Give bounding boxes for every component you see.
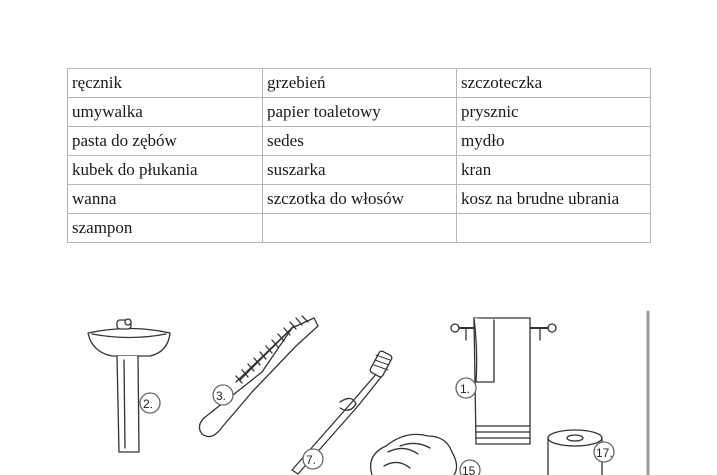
table-cell: kubek do płukania <box>68 156 263 185</box>
sink-number-badge <box>140 393 160 413</box>
table-cell: suszarka <box>263 156 457 185</box>
comb-number-badge <box>213 385 233 405</box>
table-cell: szampon <box>68 214 263 243</box>
table-cell: ręcznik <box>68 69 263 98</box>
comb-icon <box>199 316 318 437</box>
sink-icon <box>88 319 170 452</box>
laundry-number: 15 <box>462 464 476 475</box>
towel-number: 1. <box>460 382 471 396</box>
toilet-paper-number-badge <box>594 442 614 462</box>
table-cell: wanna <box>68 185 263 214</box>
laundry-icon <box>371 434 457 475</box>
toothbrush-number-badge <box>303 449 323 469</box>
table-cell: pasta do zębów <box>68 127 263 156</box>
toothbrush-number: 7. <box>306 453 317 467</box>
table-cell: papier toaletowy <box>263 98 457 127</box>
table-cell: umywalka <box>68 98 263 127</box>
table-cell: mydło <box>457 127 651 156</box>
comb-number: 3. <box>216 389 227 403</box>
toilet-paper-number: 17. <box>596 446 613 460</box>
laundry-number-badge <box>460 460 480 475</box>
table-cell: szczoteczka <box>457 69 651 98</box>
table-cell: grzebień <box>263 69 457 98</box>
towel-number-badge <box>456 378 476 398</box>
table-cell: kosz na brudne ubrania <box>457 185 651 214</box>
sink-number: 2. <box>143 397 154 411</box>
table-cell: prysznic <box>457 98 651 127</box>
table-cell: kran <box>457 156 651 185</box>
table-cell: szczotka do włosów <box>263 185 457 214</box>
table-cell: sedes <box>263 127 457 156</box>
